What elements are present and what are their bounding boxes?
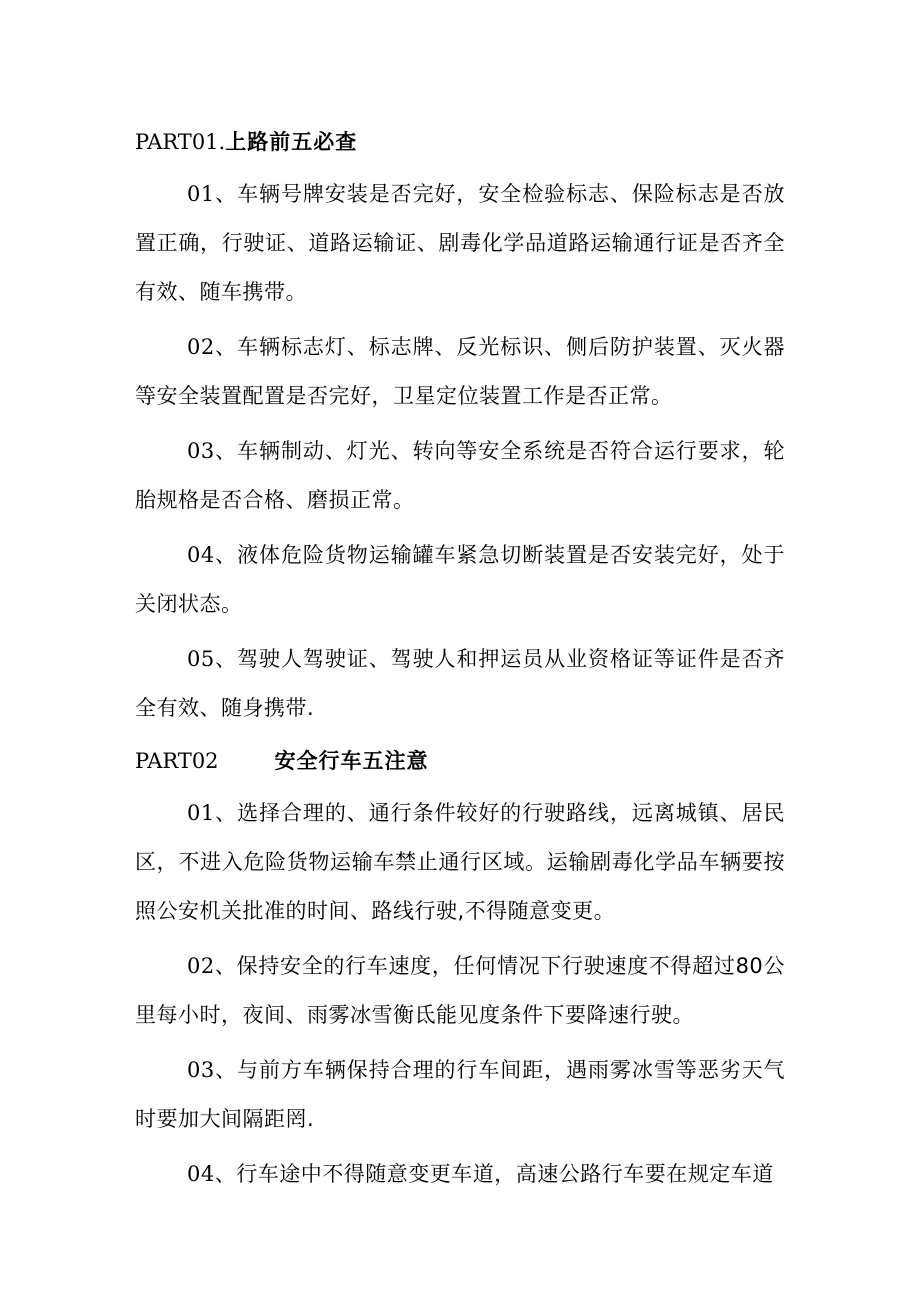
paragraph <box>135 1046 785 1144</box>
item-text: 、与前方车辆保持合理的行车间距，遇雨雾冰雪等恶劣天气时要加大间隔距罔. <box>135 1058 785 1131</box>
paragraph <box>135 635 785 733</box>
item-number: 01 <box>187 182 215 206</box>
paragraph <box>135 323 785 421</box>
item-number: 04 <box>187 1162 215 1186</box>
item-number: 05 <box>187 647 215 671</box>
item-number: 04 <box>187 543 215 567</box>
item-text: 、保持安全的行车速度，任何情况下行驶速度不得超过80公里每小时，夜间、雨雾冰雪衡氐能见度条件下要降速行驶。 <box>135 954 785 1027</box>
paragraph <box>135 427 785 525</box>
item-number: 03 <box>187 439 215 463</box>
item-text: 、行车途中不得随意变更车道，高速公路行车要在规定车道 <box>214 1162 774 1186</box>
section-code: PART01. <box>135 130 226 154</box>
item-text: 、车辆号牌安装是否完好，安全检验标志、保险标志是否放置正确，行驶证、道路运输证、剧毒化学品道路运输通行证是否齐全有效、随车携带。 <box>135 182 785 304</box>
paragraph <box>135 1150 785 1199</box>
item-text: 、车辆标志灯、标志牌、反光标识、侧后防护装置、灭火器等安全装置配置是否完好，卫星定位装置工作是否正常。 <box>135 335 785 408</box>
paragraph <box>135 942 785 1040</box>
document-body <box>135 120 785 1205</box>
item-number: 02 <box>187 335 215 359</box>
item-text: 、驾驶人驾驶证、驾驶人和押运员从业资格证等证件是否齐全有效、随身携带. <box>135 647 785 720</box>
item-text: 、液体危险货物运输罐车紧急切断装置是否安装完好，处于关闭状态。 <box>135 543 785 616</box>
item-text: 、选择合理的、通行条件较好的行驶路线，远离城镇、居民区，不进入危险货物运输车禁止通行区域。运输剧毒化学品车辆要按照公安机关批准的时间、路线行驶,不得随意变更。 <box>135 801 785 923</box>
section-title: 上路前五必查 <box>225 130 358 154</box>
item-text: 、车辆制动、灯光、转向等安全系统是否符合运行要求，轮胎规格是否合格、磨损正常。 <box>135 439 785 512</box>
item-number: 03 <box>187 1058 215 1082</box>
paragraph <box>135 531 785 629</box>
paragraph <box>135 170 785 317</box>
section-heading-part02 <box>135 739 785 783</box>
section-heading-part01 <box>135 120 785 164</box>
section-code: PART02 <box>135 749 219 773</box>
item-number: 02 <box>187 954 215 978</box>
paragraph <box>135 789 785 936</box>
item-number: 01 <box>187 801 215 825</box>
section-title: 安全行车五注意 <box>274 749 429 773</box>
